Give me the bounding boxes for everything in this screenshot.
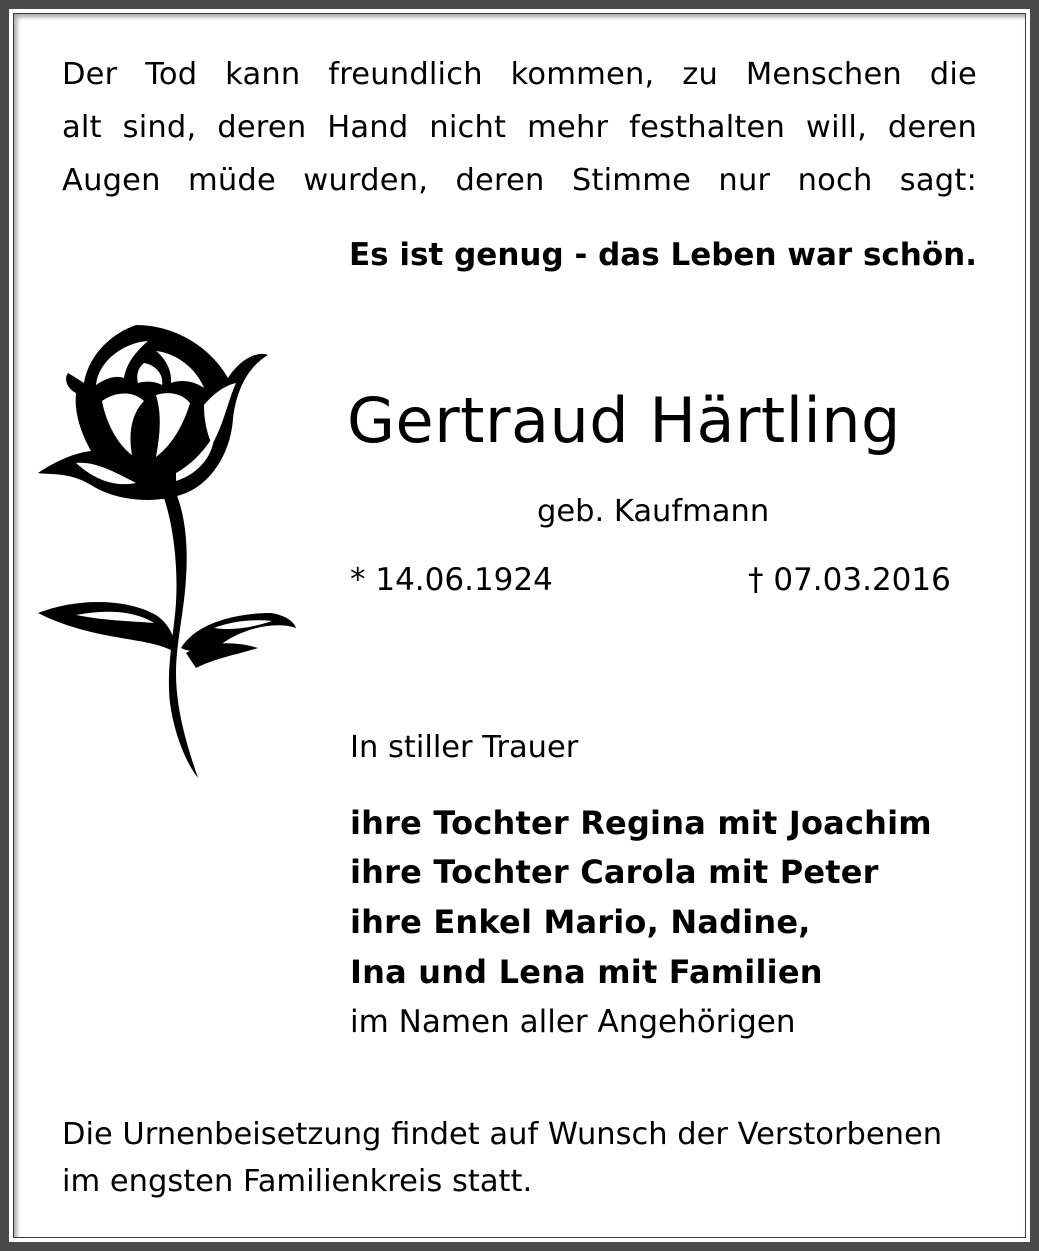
poem-motto: Es ist genug - das Leben war schön. [349,237,977,273]
death-date: † 07.03.2016 [748,562,951,598]
birth-date: * 14.06.1924 [350,562,553,598]
family-line-2: ihre Tochter Carola mit Peter [350,853,879,891]
mourning-intro: In stiller Trauer [350,730,579,765]
burial-note-line-1: Die Urnenbeisetzung findet auf Wunsch der Verstorbenen [62,1117,943,1152]
family-line-3: ihre Enkel Mario, Nadine, [350,903,811,941]
burial-note-line-2: im engsten Familienkreis statt. [62,1164,533,1199]
family-closing: im Namen aller Angehörigen [350,1004,796,1040]
family-line-4: Ina und Lena mit Familien [350,953,823,991]
poem-line-1: Der Tod kann freundlich kommen, zu Menschen die [62,57,977,92]
poem-line-2: alt sind, deren Hand nicht mehr festhalten will, deren [62,110,977,145]
poem-line-3: Augen müde wurden, deren Stimme nur noch sagt: [62,163,977,198]
deceased-name: Gertraud Härtling [347,384,901,457]
birth-name: geb. Kaufmann [537,494,770,529]
rose-icon [36,323,298,783]
family-line-1: ihre Tochter Regina mit Joachim [350,804,932,842]
